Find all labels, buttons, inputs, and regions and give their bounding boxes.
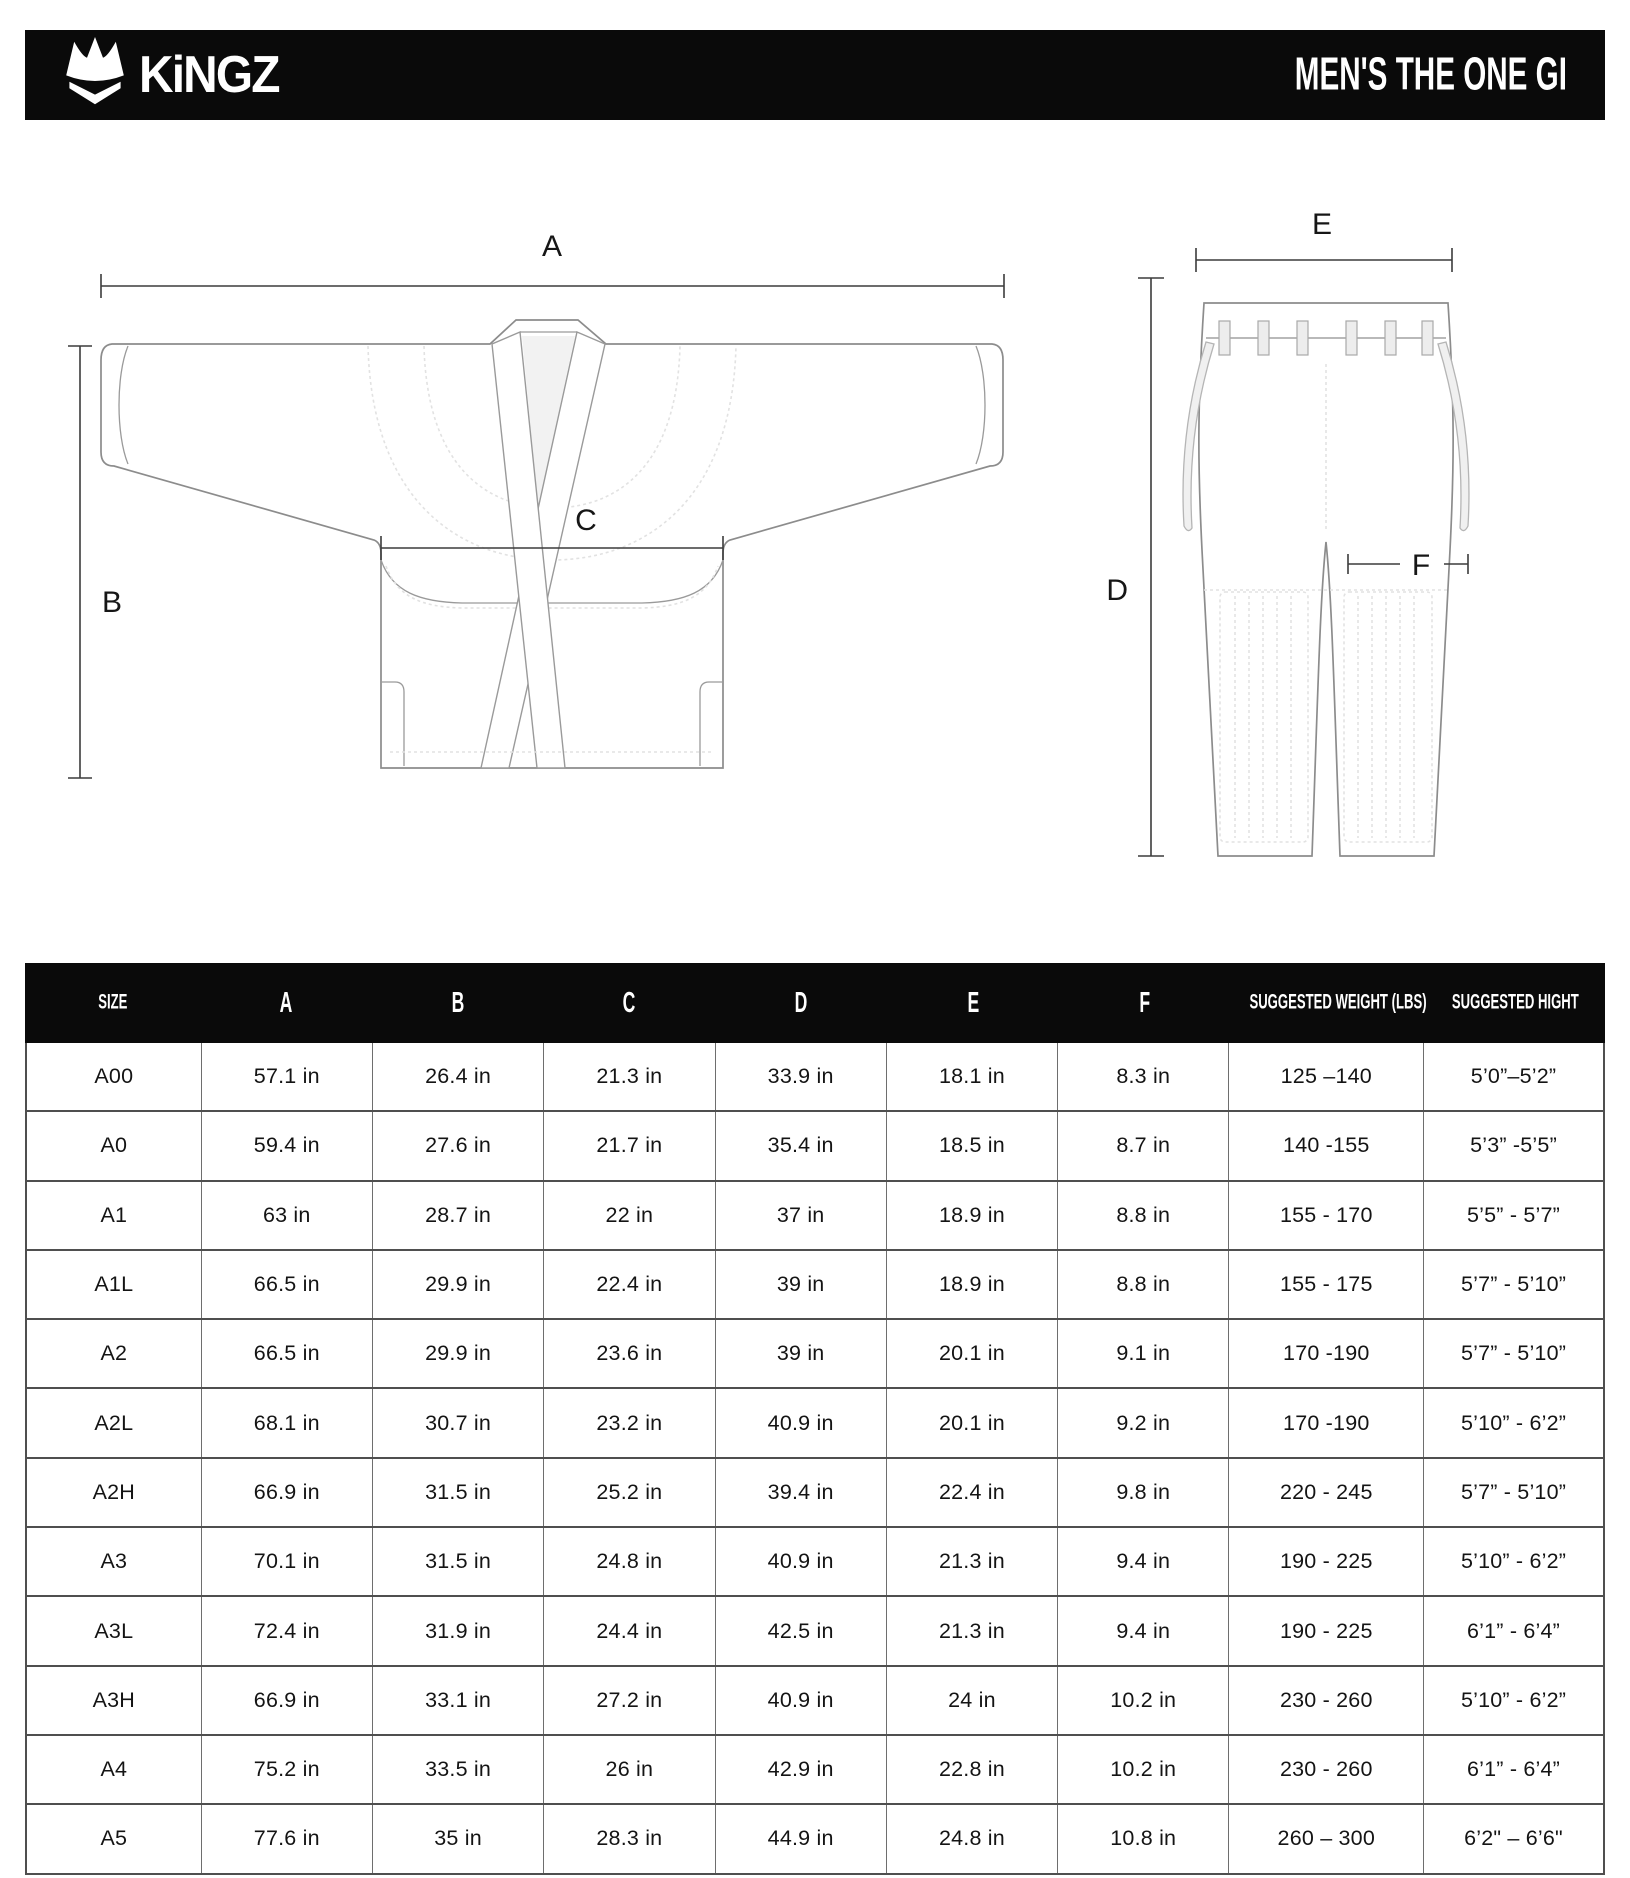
- table-cell: 33.5 in: [373, 1736, 544, 1803]
- table-cell: 21.3 in: [887, 1597, 1058, 1664]
- crown-icon: [63, 37, 127, 114]
- table-cell: A3L: [27, 1597, 202, 1664]
- jacket-length-label: B: [101, 586, 123, 619]
- table-cell: 9.4 in: [1058, 1597, 1229, 1664]
- table-cell: 230 - 260: [1229, 1736, 1424, 1803]
- table-cell: 18.9 in: [887, 1182, 1058, 1249]
- table-cell: 31.5 in: [373, 1528, 544, 1595]
- table-cell: 5’5” - 5’7”: [1467, 1202, 1561, 1227]
- table-cell: 190 - 225: [1229, 1597, 1424, 1664]
- table-cell: 155 - 175: [1229, 1251, 1424, 1318]
- header-cell: B: [451, 986, 465, 1019]
- page-title: MEN'S THE ONE GI: [1294, 48, 1567, 101]
- table-cell: 29.9 in: [373, 1251, 544, 1318]
- table-cell: 30.7 in: [373, 1389, 544, 1456]
- table-cell: 27.2 in: [544, 1667, 715, 1734]
- table-cell: A4: [27, 1736, 202, 1803]
- table-cell: 35.4 in: [716, 1112, 887, 1179]
- table-cell: A00: [27, 1043, 202, 1110]
- table-cell: 10.2 in: [1058, 1667, 1229, 1734]
- header-cell: A: [279, 986, 293, 1019]
- table-cell: 6’1” - 6’4”: [1467, 1618, 1561, 1643]
- table-cell: 26 in: [544, 1736, 715, 1803]
- size-table: [25, 963, 1605, 1875]
- table-row: [27, 1667, 1603, 1736]
- table-cell: 8.3 in: [1058, 1043, 1229, 1110]
- table-cell: 5’10” - 6’2”: [1460, 1549, 1567, 1574]
- table-cell: 39 in: [716, 1320, 887, 1387]
- table-cell: 39.4 in: [716, 1459, 887, 1526]
- table-cell: 23.6 in: [544, 1320, 715, 1387]
- table-row: [27, 1112, 1603, 1181]
- table-cell: 66.9 in: [202, 1667, 373, 1734]
- table-cell: 24.8 in: [544, 1528, 715, 1595]
- table-cell: 59.4 in: [202, 1112, 373, 1179]
- measurement-diagram: [0, 130, 1630, 870]
- table-cell: 39 in: [716, 1251, 887, 1318]
- table-cell: 35 in: [373, 1805, 544, 1872]
- table-cell: 18.9 in: [887, 1251, 1058, 1318]
- table-cell: 24.4 in: [544, 1597, 715, 1664]
- pants-waist-label: E: [1311, 208, 1333, 241]
- table-cell: 5’3” -5’5”: [1470, 1133, 1557, 1158]
- table-cell: 66.5 in: [202, 1251, 373, 1318]
- table-cell: 6’2" – 6’6": [1464, 1826, 1563, 1851]
- table-cell: 77.6 in: [202, 1805, 373, 1872]
- table-cell: 10.8 in: [1058, 1805, 1229, 1872]
- brand: [63, 37, 291, 114]
- table-row: [27, 1736, 1603, 1805]
- table-body: [25, 1043, 1605, 1875]
- jacket-diagram: [68, 230, 1004, 778]
- jacket-width-label: A: [541, 230, 563, 263]
- table-cell: A1L: [27, 1251, 202, 1318]
- table-cell: A5: [27, 1805, 202, 1872]
- header-cell: F: [1139, 986, 1150, 1019]
- table-cell: 44.9 in: [716, 1805, 887, 1872]
- table-row: [27, 1043, 1603, 1112]
- header-cell: SUGGESTED WEIGHT (LBS): [1249, 990, 1428, 1014]
- header-bar: [25, 30, 1605, 120]
- header-cell: C: [623, 986, 636, 1019]
- table-row: [27, 1182, 1603, 1251]
- table-cell: 8.7 in: [1058, 1112, 1229, 1179]
- table-cell: 25.2 in: [544, 1459, 715, 1526]
- table-cell: A2: [27, 1320, 202, 1387]
- pants-diagram: [1106, 208, 1469, 856]
- brand-name: KiNGZ: [139, 46, 279, 104]
- table-cell: 70.1 in: [202, 1528, 373, 1595]
- table-cell: 22 in: [544, 1182, 715, 1249]
- pants-length-label: D: [1106, 574, 1128, 607]
- table-cell: 40.9 in: [716, 1667, 887, 1734]
- table-cell: 24 in: [887, 1667, 1058, 1734]
- table-row: [27, 1251, 1603, 1320]
- table-cell: 72.4 in: [202, 1597, 373, 1664]
- table-cell: 40.9 in: [716, 1528, 887, 1595]
- table-cell: A2H: [27, 1459, 202, 1526]
- table-cell: 31.9 in: [373, 1597, 544, 1664]
- header-cell: D: [794, 986, 808, 1019]
- table-cell: 170 -190: [1229, 1320, 1424, 1387]
- table-cell: 9.2 in: [1058, 1389, 1229, 1456]
- table-cell: 20.1 in: [887, 1320, 1058, 1387]
- table-cell: 21.7 in: [544, 1112, 715, 1179]
- table-cell: 57.1 in: [202, 1043, 373, 1110]
- table-cell: 9.4 in: [1058, 1528, 1229, 1595]
- header-cell: SIZE: [97, 990, 128, 1014]
- table-cell: 68.1 in: [202, 1389, 373, 1456]
- table-cell: 9.8 in: [1058, 1459, 1229, 1526]
- table-cell: 10.2 in: [1058, 1736, 1229, 1803]
- table-header-row: [25, 963, 1605, 1043]
- table-cell: 24.8 in: [887, 1805, 1058, 1872]
- jacket-waist-label: C: [575, 504, 597, 537]
- table-cell: 26.4 in: [373, 1043, 544, 1110]
- table-cell: 27.6 in: [373, 1112, 544, 1179]
- table-cell: 42.5 in: [716, 1597, 887, 1664]
- table-cell: 5’7” - 5’10”: [1460, 1272, 1567, 1297]
- table-cell: 21.3 in: [544, 1043, 715, 1110]
- table-cell: 220 - 245: [1229, 1459, 1424, 1526]
- table-cell: A0: [27, 1112, 202, 1179]
- table-cell: A3H: [27, 1667, 202, 1734]
- table-cell: 28.3 in: [544, 1805, 715, 1872]
- table-cell: A2L: [27, 1389, 202, 1456]
- table-cell: 42.9 in: [716, 1736, 887, 1803]
- table-cell: 40.9 in: [716, 1389, 887, 1456]
- table-cell: A3: [27, 1528, 202, 1595]
- table-cell: 23.2 in: [544, 1389, 715, 1456]
- table-cell: 9.1 in: [1058, 1320, 1229, 1387]
- table-cell: 170 -190: [1229, 1389, 1424, 1456]
- table-cell: 5’7” - 5’10”: [1460, 1479, 1567, 1504]
- table-cell: 75.2 in: [202, 1736, 373, 1803]
- table-cell: 22.4 in: [544, 1251, 715, 1318]
- pants-knee-label: F: [1411, 549, 1431, 582]
- table-cell: 5’0”–5’2”: [1470, 1064, 1557, 1089]
- table-cell: 5’10” - 6’2”: [1460, 1410, 1567, 1435]
- table-cell: 66.5 in: [202, 1320, 373, 1387]
- table-cell: 31.5 in: [373, 1459, 544, 1526]
- table-row: [27, 1389, 1603, 1458]
- table-cell: 18.1 in: [887, 1043, 1058, 1110]
- table-cell: 5’7” - 5’10”: [1460, 1341, 1567, 1366]
- table-cell: 140 -155: [1229, 1112, 1424, 1179]
- table-row: [27, 1320, 1603, 1389]
- table-cell: 33.9 in: [716, 1043, 887, 1110]
- table-cell: 8.8 in: [1058, 1182, 1229, 1249]
- table-cell: 230 - 260: [1229, 1667, 1424, 1734]
- table-row: [27, 1528, 1603, 1597]
- table-cell: 20.1 in: [887, 1389, 1058, 1456]
- table-cell: 190 - 225: [1229, 1528, 1424, 1595]
- table-cell: A1: [27, 1182, 202, 1249]
- table-row: [27, 1805, 1603, 1872]
- table-cell: 5’10” - 6’2”: [1460, 1687, 1567, 1712]
- header-cell: SUGGESTED HIGHT: [1451, 990, 1579, 1014]
- header-cell: E: [966, 986, 979, 1019]
- table-cell: 6’1” - 6’4”: [1467, 1757, 1561, 1782]
- table-cell: 18.5 in: [887, 1112, 1058, 1179]
- table-row: [27, 1597, 1603, 1666]
- table-cell: 260 – 300: [1229, 1805, 1424, 1872]
- table-cell: 22.8 in: [887, 1736, 1058, 1803]
- table-cell: 37 in: [716, 1182, 887, 1249]
- table-cell: 28.7 in: [373, 1182, 544, 1249]
- table-cell: 125 –140: [1229, 1043, 1424, 1110]
- table-cell: 63 in: [202, 1182, 373, 1249]
- table-cell: 66.9 in: [202, 1459, 373, 1526]
- table-cell: 155 - 170: [1229, 1182, 1424, 1249]
- table-cell: 21.3 in: [887, 1528, 1058, 1595]
- table-cell: 29.9 in: [373, 1320, 544, 1387]
- table-row: [27, 1459, 1603, 1528]
- table-cell: 8.8 in: [1058, 1251, 1229, 1318]
- table-cell: 22.4 in: [887, 1459, 1058, 1526]
- table-cell: 33.1 in: [373, 1667, 544, 1734]
